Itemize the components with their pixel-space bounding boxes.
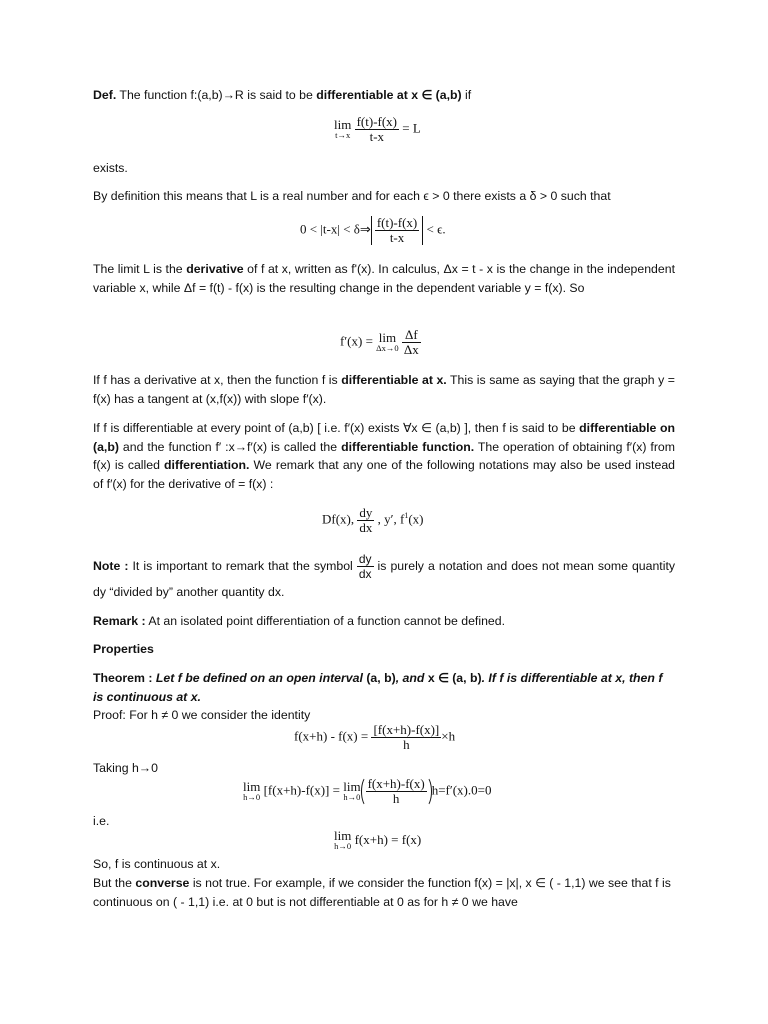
continuity-conclusion: So, f is continuous at x.: [93, 857, 221, 871]
theorem-label: Theorem :: [93, 671, 156, 685]
equation-epsilon-delta: 0 < |t-x| < δ⇒ $\frac{f(t)-f(x)}{t-x}$ < ϵ.: [300, 215, 446, 245]
converse-paragraph: But the converse is not true. For example, if we consider the function f(x) = |x|, x ∈ ( - 1,1) we see that f is continuous on ( - 1,1) i.e. at 0 but is not differentiable at 0 as for h ≠ 0 we have: [93, 876, 671, 909]
ie-text: i.e.: [93, 814, 110, 828]
note-paragraph: Note : It is important to remark that the symbol $\frac{dy}{dx}$ is purely a notation and does not mean some quantity dy “divided by” another quantity dx.: [93, 552, 676, 599]
equation-identity: f(x+h) - f(x) = $\frac{[f(x+h)-f(x)]}{h}$ ×h: [294, 722, 456, 752]
properties-heading: Properties: [93, 642, 154, 656]
equation-notations: Df(x), $\frac{dy}{dx}$ , y′, $f^1(x)$: [322, 505, 424, 535]
proof-text: Proof: For h ≠ 0 we consider the identity: [93, 708, 311, 722]
differentiable-at-x-paragraph: If f has a derivative at x, then the function f is differentiable at x. This is same as saying that the graph y = f(x) has a tangent at (x,f(x)) with slope f′(x).: [93, 373, 675, 406]
definition-paragraph: Def. The function f:(a,b)→R is said to be differentiable at x ∈ (a,b) if: [93, 88, 472, 102]
equation-derivative-limit: f′(x) = lim Δx→0 $\frac{\Delta f}{\Delta x}$: [340, 327, 419, 357]
note-label: Note :: [93, 558, 129, 573]
theorem-paragraph: Theorem : Let f be defined on an open interval (a, b), and x ∈ (a, b). If f is differentiable at x, then f is continuous at x.: [93, 671, 663, 704]
remark-label: Remark :: [93, 614, 146, 628]
by-definition-paragraph: By definition this means that L is a real number and for each ϵ > 0 there exists a δ > 0 such that: [93, 189, 611, 203]
equation-limit-definition: lim t→x $\frac{f(t)-f(x)}{t-x}$ = L: [334, 114, 421, 144]
taking-limit-text: Taking h→0: [93, 761, 158, 775]
equation-limit-product: lim h→0 [f(x+h)-f(x)] = lim h→0 $\frac{f(x+h)-f(x)}{h}$ h=f′(x).0=0: [243, 776, 492, 806]
exists-text: exists.: [93, 161, 128, 175]
differentiable-on-interval-paragraph: If f is differentiable at every point of (a,b) [ i.e. f′(x) exists ∀x ∈ (a,b) ], then f is said to be differentiable on (a,b) and the function f′ :x→f′(x) is called the differentiable function. The operation of obtaining f′(x) from f(x) is called differentiation. We remark that any one of the following notations may also be used instead of f′(x) for the derivative of = f(x) :: [93, 421, 675, 491]
equation-continuity: lim h→0 f(x+h) = f(x): [334, 828, 422, 851]
remark-paragraph: Remark : At an isolated point differentiation of a function cannot be defined.: [93, 614, 506, 628]
def-label: Def.: [93, 88, 117, 102]
limit-paragraph: The limit L is the derivative of f at x, written as f'(x). In calculus, Δx = t - x is the change in the independent variable x, while Δf = f(t) - f(x) is the resulting change in the dependent variable y = f(x). So: [93, 262, 675, 295]
